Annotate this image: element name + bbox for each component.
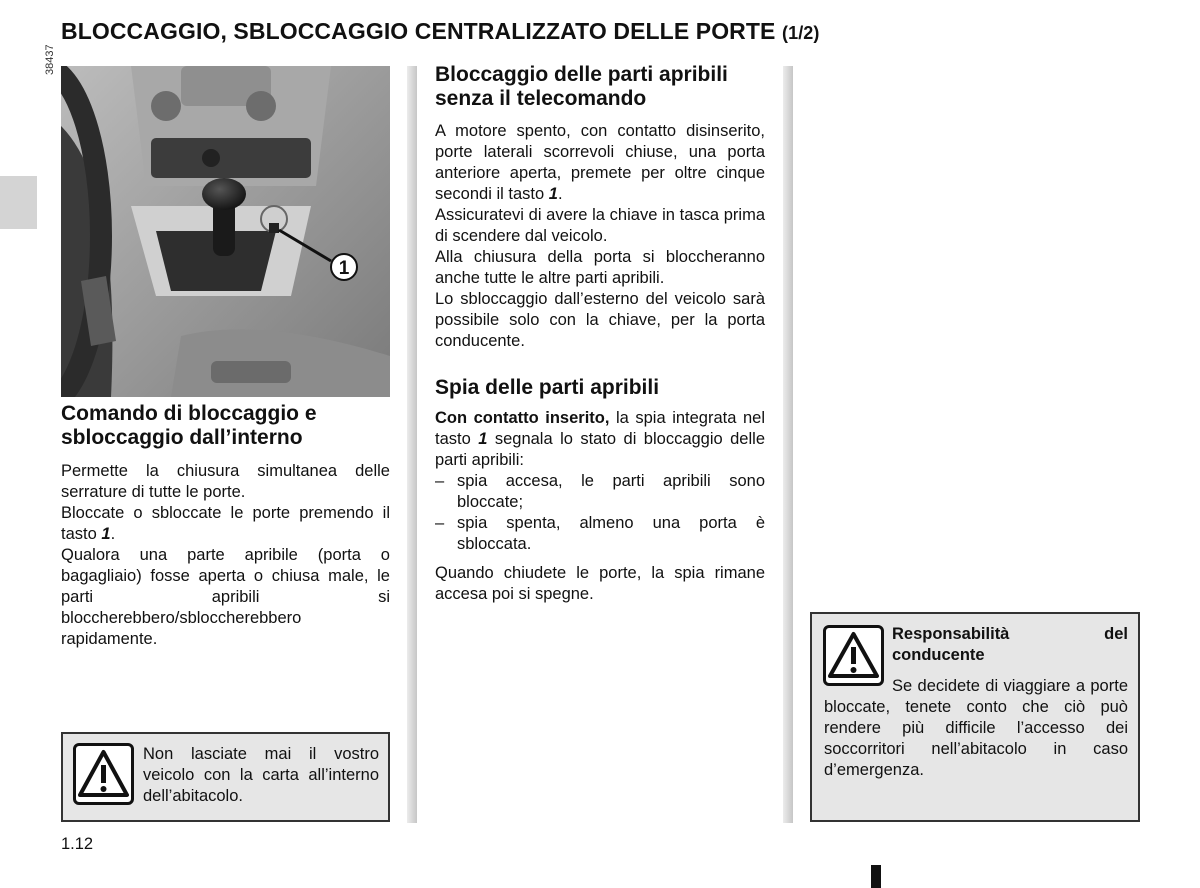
heading-interior-lock: Comando di bloccaggio e sbloccaggio dall’interno — [61, 402, 317, 449]
engine-off-text: A motore spento, con contatto disinserito, porte laterali scorrevoli chiuse, una porta anteriore aperta, premete per oltre cinque secondi il tasto — [435, 122, 765, 203]
indicator-intro-b: segnala lo stato di bloccaggio delle parti apribili: — [435, 430, 765, 469]
list-item-text: spia spenta, almeno una porta è sbloccata. — [457, 514, 765, 553]
page-marker — [871, 865, 881, 888]
list-bullet: – — [435, 472, 445, 490]
key-ref: 1 — [101, 525, 111, 543]
warning-triangle-icon — [73, 743, 134, 805]
paragraph-press-button — [61, 503, 390, 545]
heading-indicator-light: Spia delle parti apribili — [435, 376, 660, 399]
list-item-text: spia accesa, le parti apribili sono bloccate; — [457, 472, 765, 511]
column-middle — [435, 63, 765, 605]
heading-lock-without-remote: Bloccaggio delle parti apribili senza il telecomando — [435, 63, 728, 110]
callout-number: 1 — [338, 258, 350, 279]
page-part-indicator: (1/2) — [782, 23, 820, 43]
paragraph-indicator-intro — [435, 408, 765, 471]
column-divider-right — [783, 66, 793, 823]
paragraph-open-parts: Qualora una parte apribile (porta o bagagliaio) fosse aperta o chiusa male, le parti apribili si bloccherebbero/sbloccherebbero rapidamente. — [61, 546, 390, 648]
list-bullet: – — [435, 514, 445, 532]
key-suffix: . — [110, 525, 116, 543]
column-left — [61, 402, 390, 650]
page-title — [61, 18, 820, 45]
page-number: 1.12 — [61, 835, 94, 853]
warning-box-responsibility — [810, 612, 1140, 822]
paragraph-key-in-pocket: Assicuratevi di avere la chiave in tasca prima di scendere dal veicolo. — [435, 206, 765, 245]
paragraph-other-parts-lock: Alla chiusura della porta si bloccheranno anche tutte le altre parti apribili. — [435, 248, 765, 287]
dashboard-photo — [61, 66, 390, 397]
key-ref-3: 1 — [478, 430, 488, 448]
page-title-text: BLOCCAGGIO, SBLOCCAGGIO CENTRALIZZATO DELLE PORTE — [61, 18, 776, 44]
warning-card-text: Non lasciate mai il vostro veicolo con la carta all’interno dell’abitacolo. — [143, 745, 379, 805]
dashboard-illustration — [61, 66, 390, 397]
engine-off-end: . — [557, 185, 563, 203]
responsibility-title: Responsabilità del conducente — [892, 625, 1128, 664]
paragraph-engine-off — [435, 121, 765, 205]
column-divider-left — [407, 66, 417, 823]
indicator-states-list — [435, 471, 765, 555]
list-item — [435, 513, 765, 555]
paragraph-unlock-with-key: Lo sbloccaggio dall’esterno del veicolo sarà possibile solo con la chiave, per la porta conducente. — [435, 290, 765, 350]
indicator-intro-a: la spia integrata nel tasto — [435, 409, 765, 448]
warning-box-card — [61, 732, 390, 822]
paragraph-simultaneous-lock: Permette la chiusura simultanea delle serrature di tutte le porte. — [61, 462, 390, 501]
press-button-text: Bloccate o sbloccate le porte premendo il tasto — [61, 504, 390, 543]
chapter-tab — [0, 176, 37, 229]
responsibility-text: Se decidete di viaggiare a porte bloccate, tenete conto che ciò può rendere più difficile l’accesso dei soccorritori nell’abitacolo in caso d’emergenza. — [824, 677, 1128, 779]
paragraph-closing-doors: Quando chiudete le porte, la spia rimane accesa poi si spegne. — [435, 564, 765, 603]
key-ref-2: 1 — [548, 185, 558, 203]
list-item — [435, 471, 765, 513]
figure-code: 38437 — [44, 44, 56, 75]
ignition-on-label: Con contatto inserito, — [435, 409, 610, 427]
